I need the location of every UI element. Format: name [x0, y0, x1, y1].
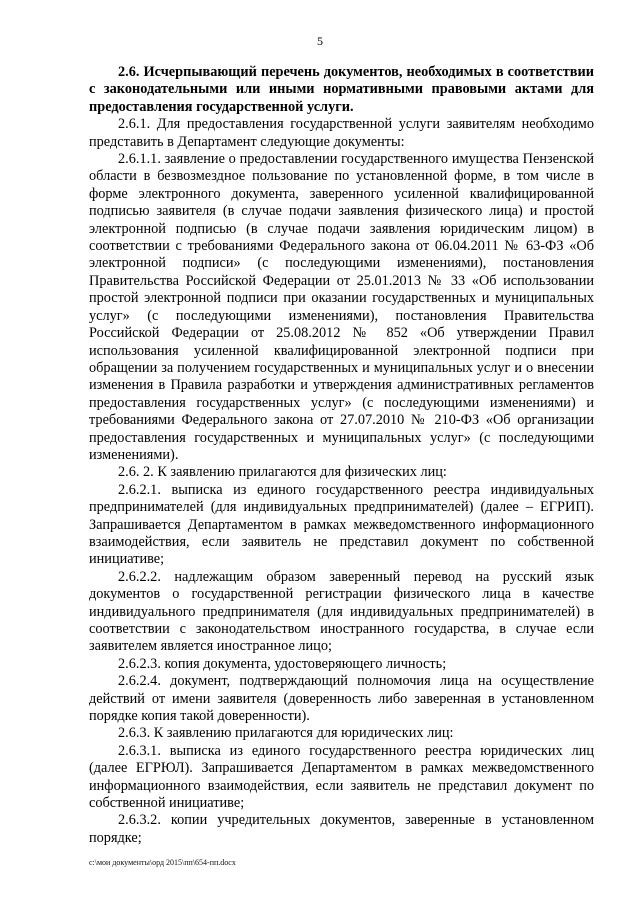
section-heading: 2.6. Исчерпывающий перечень документов, необходимых в соответствии с законодательными или иными нормативными правовыми актами для предоставления государственной услуги.	[89, 64, 594, 115]
file-path-footer: c:\мои документы\орд 2015\пп\654-пп.docx	[89, 858, 236, 867]
paragraph: 2.6.3. К заявлению прилагаются для юридических лиц:	[118, 725, 454, 742]
document-body	[89, 64, 594, 847]
paragraph: 2.6.2.2. надлежащим образом заверенный перевод на русский язык документов о государственной регистрации физического лица в качестве индивидуального предпринимателя (для индивидуальных предпринимателей) в соответствии с законодательством иностранного государства, в случае если заявителем является иностранное лицо;	[89, 568, 594, 655]
paragraph: 2.6. 2. К заявлению прилагаются для физических лиц:	[118, 464, 447, 481]
paragraph: 2.6.1. Для предоставления государственной услуги заявителям необходимо представить в Департамент следующие документы:	[89, 116, 594, 150]
paragraph: 2.6.1.1. заявление о предоставлении государственного имущества Пензенской области в безвозмездное пользование по установленной форме, в том числе в форме электронного документа, заверенного усиленной квалифицированной подписью заявителя (в случае подачи заявления физического лица) и простой электронной подписью (в случае подачи заявления юридическим лицом) в соответствии с требованиями Федерального закона от 06.04.2011 № 63-ФЗ «Об электронной подписи» (с последующими изменениями), постановления Правительства Российской Федерации от 25.01.2013 № 33 «Об использовании простой электронной подписи при оказании государственных и муниципальных услуг» (с последующими изменениями), постановления Правительства Российской Федерации от 25.08.2012 № 852 «Об утверждении Правил использования усиленной квалифицированной электронной подписи при обращении за получением государственных и муниципальных услуг и о внесении изменения в Правила разработки и утверждения административных регламентов предоставления государственных услуг» (с последующими изменениями) и требованиями Федерального закона от 27.07.2010 № 210-ФЗ «Об организации предоставления государственных и муниципальных услуг» (с последующими изменениями).	[89, 151, 594, 463]
paragraph: 2.6.3.1. выписка из единого государственного реестра юридических лиц (далее ЕГРЮЛ). Запрашивается Департаментом в рамках межведомственного информационного взаимодействия, если заявитель не представил документ по собственной инициативе;	[89, 742, 594, 812]
paragraph: 2.6.2.3. копия документа, удостоверяющего личность;	[118, 655, 447, 672]
paragraph: 2.6.2.4. документ, подтверждающий полномочия лица на осуществление действий от имени заявителя (доверенность либо заверенная в установленном порядке копия такой доверенности).	[89, 673, 594, 725]
paragraph: 2.6.3.2. копии учредительных документов, заверенные в установленном порядке;	[89, 812, 594, 846]
page-number: 5	[317, 34, 323, 48]
paragraph: 2.6.2.1. выписка из единого государственного реестра индивидуальных предпринимателей (для индивидуальных предпринимателей) (далее – ЕГРИП). Запрашивается Департаментом в рамках межведомственного информационного взаимодействия, если заявитель не представил документ по собственной инициативе;	[89, 481, 594, 568]
